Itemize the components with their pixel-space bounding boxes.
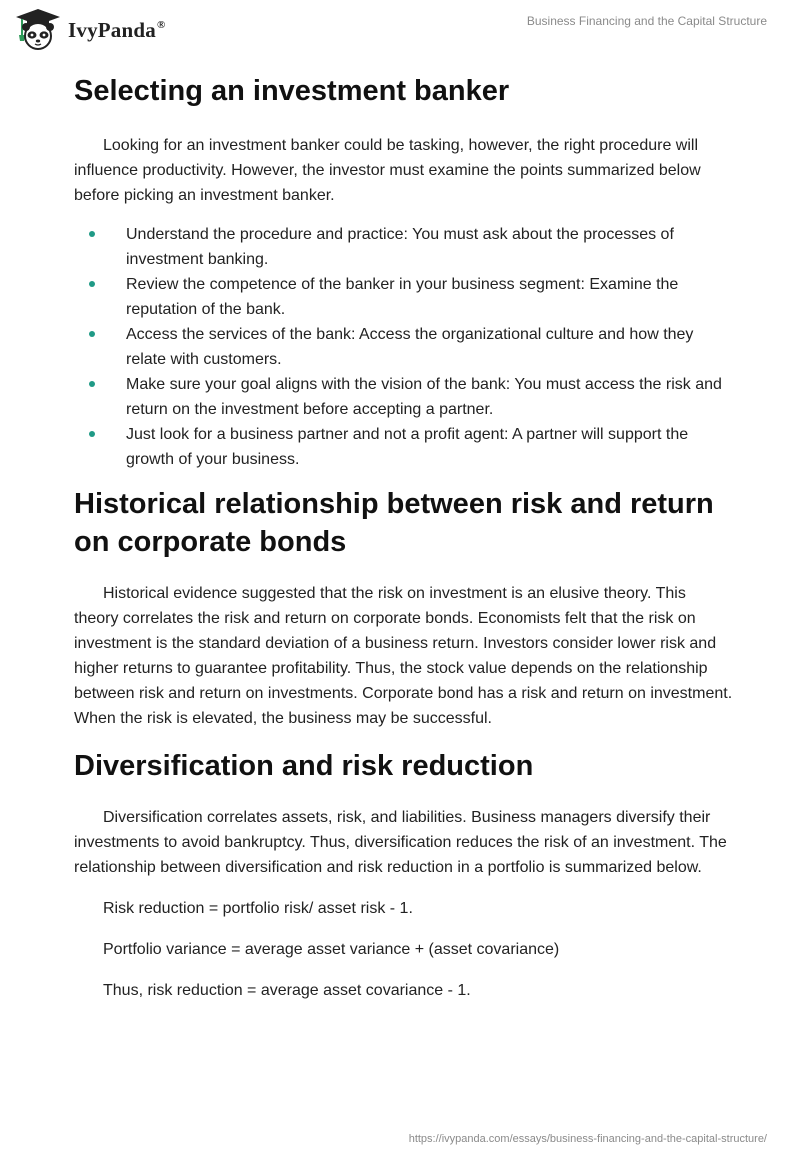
logo-wordmark: IvyPanda® <box>68 17 166 42</box>
paragraph: Looking for an investment banker could be tasking, however, the right procedure will influence productivity. However, the investor must examine the points summarized below before picking an investment banker. <box>74 137 701 204</box>
bullet-icon <box>89 331 95 337</box>
section-heading: Diversification and risk reduction <box>74 750 534 782</box>
page-header <box>0 0 800 60</box>
paragraph: Diversification correlates assets, risk, and liabilities. Business managers diversify their investments to avoid bankruptcy. Thus, diversification reduces the risk of an investment. The relationship between diversification and risk reduction in a portfolio is summarized below. <box>74 809 727 876</box>
formula-line: Thus, risk reduction = average asset covariance - 1. <box>103 982 471 999</box>
ivypanda-logo[interactable] <box>14 8 165 50</box>
source-url[interactable]: https://ivypanda.com/essays/business-financing-and-the-capital-structure/ <box>408 1133 767 1145</box>
panda-graduate-icon <box>14 8 62 50</box>
list-item: Access the services of the bank: Access the organizational culture and how they relate with customers. <box>74 322 734 372</box>
section-investment-banker <box>74 72 734 472</box>
document-title: Business Financing and the Capital Structure <box>526 14 767 28</box>
section-heading: Historical relationship between risk and return on corporate bonds <box>74 488 714 558</box>
section-heading: Selecting an investment banker <box>74 75 510 107</box>
article-body <box>74 72 734 1019</box>
bullet-icon <box>89 381 95 387</box>
section-diversification <box>74 747 734 1003</box>
list-item: Make sure your goal aligns with the vision of the bank: You must access the risk and return on the investment before accepting a partner. <box>74 372 734 422</box>
list-item: Review the competence of the banker in your business segment: Examine the reputation of the bank. <box>74 272 734 322</box>
list-item: Understand the procedure and practice: You must ask about the processes of investment banking. <box>74 222 734 272</box>
bullet-icon <box>89 281 95 287</box>
list-item: Just look for a business partner and not a profit agent: A partner will support the growth of your business. <box>74 422 734 472</box>
paragraph: Historical evidence suggested that the risk on investment is an elusive theory. This theory correlates the risk and return on corporate bonds. Economists felt that the risk on investment is the standard deviation of a business return. Investors consider lower risk and higher returns to guarantee profitability. Thus, the stock value depends on the relationship between risk and return on investments. Corporate bond has a risk and return on investment. When the risk is elevated, the business may be successful. <box>74 585 733 727</box>
bullet-icon <box>89 431 95 437</box>
registered-mark: ® <box>156 18 166 31</box>
bullet-list <box>74 222 734 472</box>
bullet-icon <box>89 231 95 237</box>
section-risk-return <box>74 485 734 731</box>
formula-line: Portfolio variance = average asset variance + (asset covariance) <box>103 941 560 958</box>
formula-line: Risk reduction = portfolio risk/ asset risk - 1. <box>103 900 413 917</box>
